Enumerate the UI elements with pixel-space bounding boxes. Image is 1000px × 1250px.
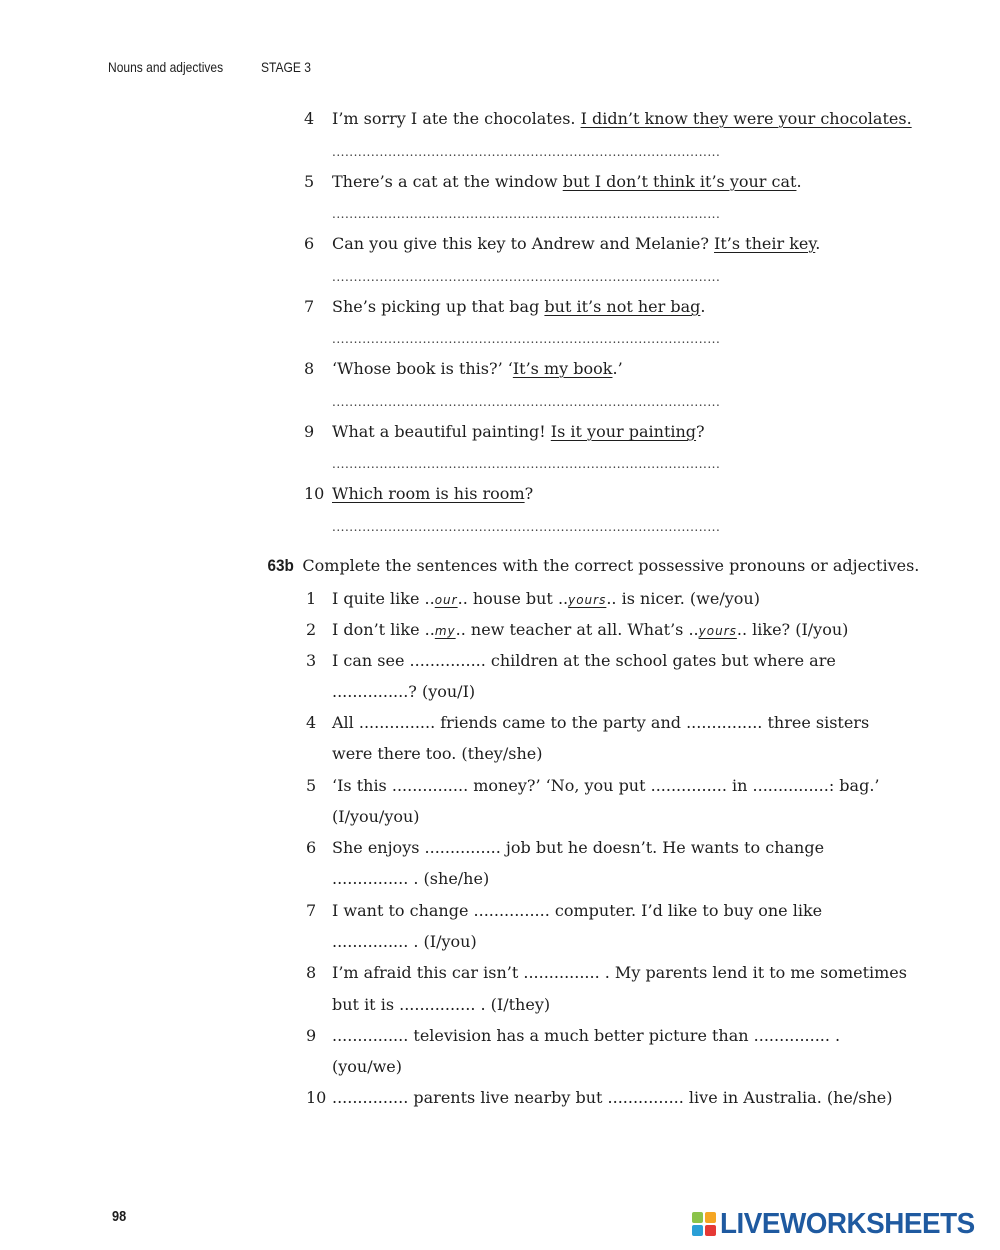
item-number: 4 [304,109,315,128]
handwritten-answer: yours [568,593,607,607]
item-number: 6 [304,234,315,253]
underlined-phrase: It’s my book [512,359,613,378]
brand-watermark[interactable] [692,1206,985,1242]
gap-field[interactable]: ..my.. [424,620,466,639]
answer-line[interactable]: .......................................................................................... [332,145,721,159]
item-number: 9 [306,1026,317,1045]
gap-field[interactable]: ..our.. [424,589,468,608]
item-sentence: There’s a cat at the window but I don’t think it’s your cat. [332,172,802,191]
exercise-sentence: ‘Is this ............... money?’ ‘No, you put ............... in ...............: bag.’ [332,776,880,795]
page-number: 98 [112,1208,127,1225]
exercise-sentence: I quite like ..our.. house but ..yours.. is nicer. (we/you) [332,589,760,608]
gap-field[interactable]: ..yours.. [557,589,617,608]
item-number: 7 [306,901,317,920]
gap-field[interactable]: ............... [332,682,409,701]
gap-field[interactable]: ............... [358,713,436,732]
item-number: 7 [304,297,315,316]
exercise-sentence-cont: ...............? (you/I) [332,682,476,701]
gap-field[interactable]: ............... [399,995,476,1014]
item-number: 10 [306,1088,327,1107]
handwritten-answer: our [434,593,458,607]
exercise-sentence-cont: ............... . (I/you) [332,932,477,951]
gap-field[interactable]: ............... [650,776,727,795]
underlined-phrase: but I don’t think it’s your cat [562,172,797,191]
gap-field[interactable]: ............... [753,1026,830,1045]
gap-field[interactable]: ............... [332,869,409,888]
gap-field[interactable]: ............... [391,776,469,795]
item-sentence: Can you give this key to Andrew and Melanie? It’s their key. [332,234,821,253]
answer-line[interactable]: .......................................................................................... [332,332,721,346]
item-sentence: She’s picking up that bag but it’s not her bag. [332,297,706,316]
gap-field[interactable]: ............... [424,838,501,857]
exercise-sentence-cont: ............... . (she/he) [332,869,490,888]
logo-square-blue [692,1225,703,1236]
logo-square-orange [705,1212,716,1223]
item-number: 3 [306,651,317,670]
exercise-sentence: I’m afraid this car isn’t ............... . My parents lend it to me sometimes [332,963,907,982]
exercise-sentence-cont: but it is ............... . (I/they) [332,995,551,1014]
logo-square-green [692,1212,703,1223]
exercise-sentence-cont: (you/we) [332,1057,403,1076]
stage-label: STAGE 3 [261,59,311,75]
gap-field[interactable]: ............... [332,1026,409,1045]
gap-field[interactable]: ............... [332,1088,409,1107]
item-number: 6 [306,838,317,857]
exercise-label: 63b [267,556,294,575]
underlined-phrase: but it’s not her bag [544,297,701,316]
gap-field[interactable]: ............... [607,1088,684,1107]
item-number: 1 [306,589,317,608]
item-number: 8 [304,359,315,378]
exercise-sentence: I can see ............... children at the school gates but where are [332,651,836,670]
handwritten-answer: my [434,624,456,638]
item-number: 5 [304,172,315,191]
gap-field[interactable]: ............... [686,713,763,732]
logo-square-red [705,1225,716,1236]
exercise-sentence: I don’t like ..my.. new teacher at all. What’s ..yours.. like? (I/you) [332,620,849,639]
item-sentence: I’m sorry I ate the chocolates. I didn’t know they were your chocolates. [332,109,912,128]
underlined-phrase: Which room is his room [332,484,525,503]
item-number: 2 [306,620,317,639]
exercise-sentence: ............... parents live nearby but ............... live in Australia. (he/she) [332,1088,893,1107]
item-number: 9 [304,422,315,441]
item-sentence: Which room is his room? [332,484,534,503]
brand-name: LIVEWORKSHEETS [720,1207,975,1240]
item-number: 5 [306,776,317,795]
item-sentence: What a beautiful painting! Is it your painting? [332,422,705,441]
answer-line[interactable]: .......................................................................................... [332,270,721,284]
exercise-sentence: She enjoys ............... job but he doesn’t. He wants to change [332,838,825,857]
item-number: 10 [304,484,325,503]
handwritten-answer: yours [698,624,737,638]
exercise-instruction: Complete the sentences with the correct possessive pronouns or adjectives. [302,556,920,575]
answer-line[interactable]: .......................................................................................... [332,207,721,221]
item-sentence: ‘Whose book is this?’ ‘It’s my book.’ [332,359,623,378]
section-title: Nouns and adjectives [108,59,224,75]
exercise-sentence-cont: (I/you/you) [332,807,420,826]
item-number: 4 [306,713,317,732]
exercise-sentence: I want to change ............... computer. I’d like to buy one like [332,901,823,920]
exercise-sentence-cont: were there too. (they/she) [332,744,543,763]
gap-field[interactable]: ..yours.. [688,620,748,639]
gap-field[interactable]: ............... [752,776,829,795]
answer-line[interactable]: .......................................................................................... [332,457,721,471]
underlined-phrase: It’s their key [714,234,816,253]
gap-field[interactable]: ............... [523,963,600,982]
exercise-sentence: All ............... friends came to the party and ............... three sisters [332,713,870,732]
answer-line[interactable]: .......................................................................................... [332,520,721,534]
gap-field[interactable]: ............... [332,932,409,951]
exercise-heading [266,556,919,576]
answer-line[interactable]: .......................................................................................... [332,395,721,409]
item-number: 8 [306,963,317,982]
underlined-phrase: Is it your painting [550,422,697,441]
exercise-sentence: ............... television has a much better picture than ............... . [332,1026,841,1045]
gap-field[interactable]: ............... [409,651,486,670]
gap-field[interactable]: ............... [473,901,550,920]
liveworksheets-logo-icon [692,1212,716,1236]
underlined-phrase: I didn’t know they were your chocolates. [580,109,912,128]
